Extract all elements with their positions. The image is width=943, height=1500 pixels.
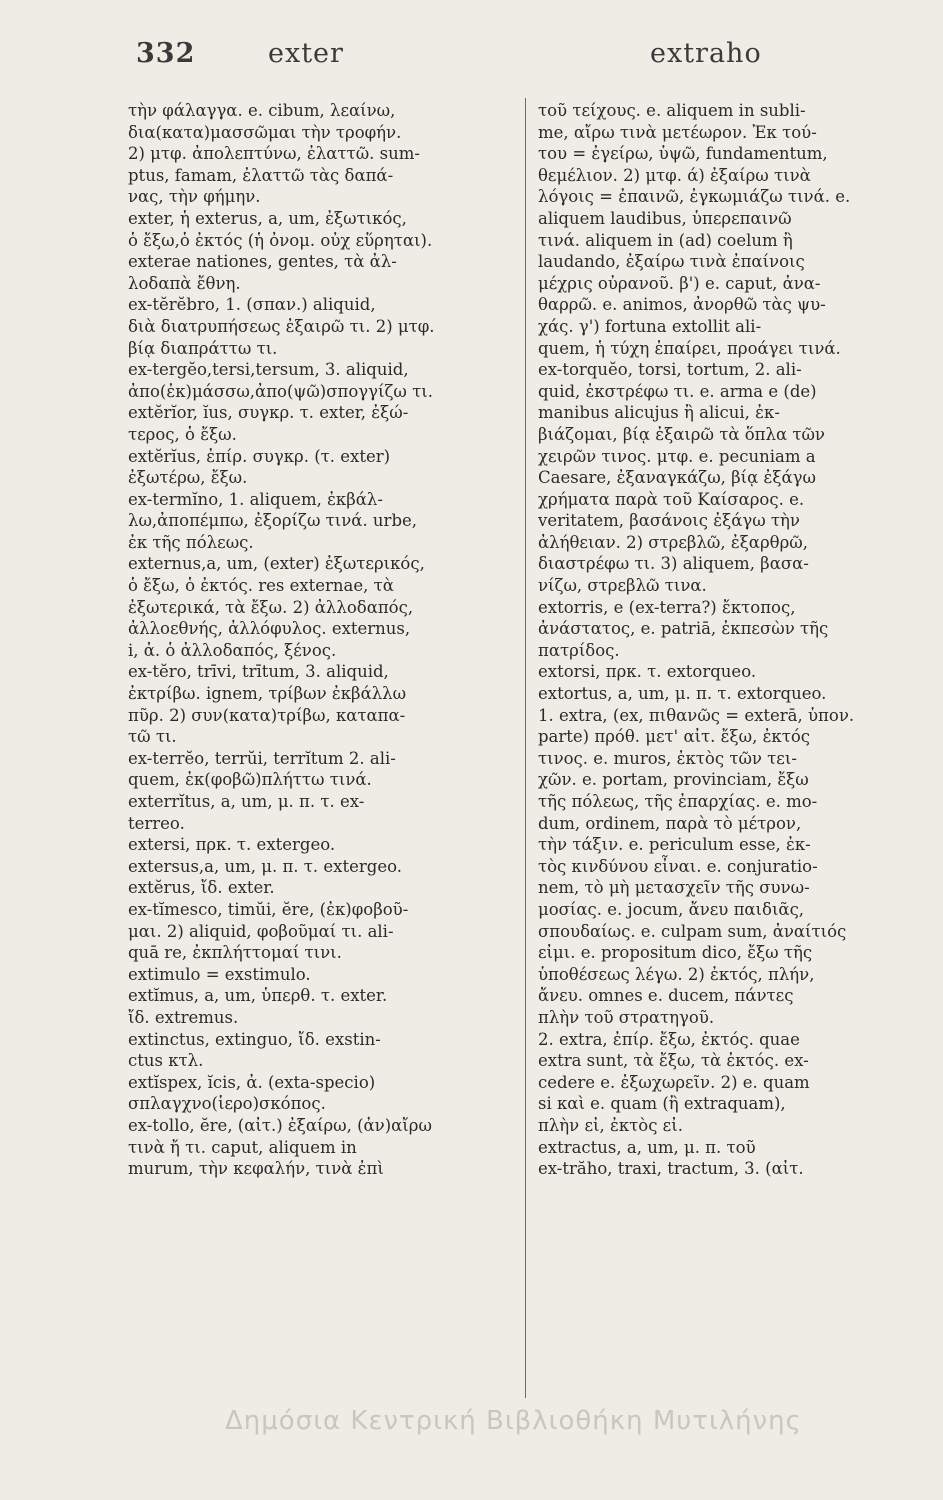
dictionary-line: quem, ἡ τύχη ἐπαίρει, προάγει τινά. — [538, 338, 841, 358]
dictionary-line: πλὴν εἰ, ἐκτὸς εἰ. — [538, 1115, 683, 1135]
dictionary-line: χρήματα παρὰ τοῦ Καίσαρος. e. — [538, 489, 805, 509]
dictionary-line: parte) πρόθ. μετ' αἰτ. ἔξω, ἐκτός — [538, 727, 811, 747]
dictionary-line: τινὰ ἤ τι. caput, aliquem in — [128, 1137, 357, 1157]
column-divider — [525, 98, 526, 1398]
dictionary-line: νίζω, στρεβλῶ τινα. — [538, 576, 707, 596]
dictionary-line: i, ἀ. ὁ ἀλλοδαπός, ξένος. — [128, 640, 337, 660]
dictionary-line: τῶ τι. — [128, 727, 177, 747]
dictionary-line: ὁ ἔξω,ὁ ἐκτός (ἡ ὀνομ. οὐχ εὕρηται). — [128, 230, 433, 250]
dictionary-line: θαρρῶ. e. animos, ἀνορθῶ τὰς ψυ- — [538, 295, 826, 315]
dictionary-line: ἄνευ. omnes e. ducem, πάντες — [538, 986, 794, 1006]
dictionary-line: veritatem, βασάνοις ἐξάγω τὴν — [538, 511, 800, 531]
right-column — [538, 100, 928, 1396]
dictionary-line: extĭmus, a, um, ὑπερθ. τ. exter. — [128, 986, 388, 1006]
dictionary-line: νας, τὴν φήμην. — [128, 187, 261, 207]
dictionary-line: extractus, a, um, μ. π. τοῦ — [538, 1137, 756, 1157]
dictionary-line: ὑποθέσεως λέγω. 2) ἐκτός, πλήν, — [538, 964, 815, 984]
dictionary-line: quid, ἐκστρέφω τι. e. arma e (de) — [538, 381, 817, 401]
guide-word-right: extraho — [650, 38, 762, 69]
dictionary-line: murum, τὴν κεφαλήν, τινὰ ἐπὶ — [128, 1159, 384, 1179]
dictionary-line: ptus, famam, ἐλαττῶ τὰς δαπά- — [128, 165, 394, 185]
dictionary-line: extĕrus, ἴδ. exter. — [128, 878, 275, 898]
dictionary-line: πλὴν τοῦ στρατηγοῦ. — [538, 1007, 715, 1027]
dictionary-line: χειρῶν τινος. μτφ. e. pecuniam a — [538, 446, 816, 466]
dictionary-line: extimulo = exstimulo. — [128, 964, 311, 984]
dictionary-line: πῦρ. 2) συν(κατα)τρίβω, καταπα- — [128, 705, 406, 725]
dictionary-line: ex-trăho, traxi, tractum, 3. (αἰτ. — [538, 1159, 804, 1179]
dictionary-line: extortus, a, um, μ. π. τ. extorqueo. — [538, 684, 827, 704]
dictionary-line: ex-tĕro, trīvi, trītum, 3. aliquid, — [128, 662, 389, 682]
dictionary-line: dum, ordinem, παρὰ τὸ μέτρον, — [538, 813, 802, 833]
dictionary-line: ἀπο(ἐκ)μάσσω,ἀπο(ψῶ)σπογγίζω τι. — [128, 381, 433, 401]
dictionary-line: extorris, e (ex-terra?) ἔκτοπος, — [538, 597, 796, 617]
dictionary-line: ἴδ. extremus. — [128, 1007, 239, 1027]
dictionary-line: exterae nationes, gentes, τὰ ἀλ- — [128, 252, 397, 272]
dictionary-line: τινος. e. muros, ἐκτὸς τῶν τει- — [538, 748, 797, 768]
dictionary-line: extorsi, πρκ. τ. extorqueo. — [538, 662, 757, 682]
dictionary-line: ἐκτρίβω. ignem, τρίβων ἐκβάλλω — [128, 684, 407, 704]
dictionary-line: me, αἴρω τινὰ μετέωρον. Ἐκ τού- — [538, 122, 817, 142]
dictionary-line: externus,a, um, (exter) ἐξωτερικός, — [128, 554, 425, 574]
dictionary-line: τῆς πόλεως, τῆς ἐπαρχίας. e. mo- — [538, 792, 818, 811]
dictionary-line: χάς. γ') fortuna extollit ali- — [538, 316, 762, 336]
dictionary-line: extersus,a, um, μ. π. τ. extergeo. — [128, 856, 402, 876]
dictionary-line: ex-tergĕo,tersi,tersum, 3. aliquid, — [128, 360, 409, 380]
dictionary-line: ἐξωτερικά, τὰ ἔξω. 2) ἀλλοδαπός, — [128, 597, 414, 617]
dictionary-line: ex-tĭmesco, timŭi, ĕre, (ἐκ)φοβοῦ- — [128, 899, 409, 919]
dictionary-line: ctus κτλ. — [128, 1051, 204, 1071]
dictionary-line: σπλαγχνο(ἱερο)σκόπος. — [128, 1094, 326, 1114]
dictionary-line: terreo. — [128, 813, 185, 833]
dictionary-line: μαι. 2) aliquid, φοβοῦμαί τι. ali- — [128, 921, 394, 941]
dictionary-line: aliquem laudibus, ὑπερεπαινῶ — [538, 208, 792, 228]
dictionary-line: laudando, ἐξαίρω τινὰ ἐπαίνοις — [538, 252, 805, 272]
dictionary-line: θεμέλιον. 2) μτφ. ά) ἐξαίρω τινὰ — [538, 165, 811, 185]
dictionary-line: τινά. aliquem in (ad) coelum ἢ — [538, 230, 793, 250]
dictionary-line: μέχρις οὐρανοῦ. β') e. caput, ἀνα- — [538, 273, 821, 293]
dictionary-line: Caesare, ἐξαναγκάζω, βίᾳ ἐξάγω — [538, 468, 816, 488]
dictionary-line: 1. extra, (ex, πιθανῶς = exterā, ὑπον. — [538, 705, 855, 725]
dictionary-line: χῶν. e. portam, provinciam, ἔξω — [538, 770, 809, 790]
dictionary-line: ex-termĭno, 1. aliquem, ἐκβάλ- — [128, 489, 383, 509]
dictionary-line: τὸς κινδύνου εἶναι. e. conjuratio- — [538, 856, 818, 876]
dictionary-line: manibus alicujus ἢ alicui, ἐκ- — [538, 403, 780, 423]
dictionary-line: βιάζομαι, βίᾳ ἐξαιρῶ τὰ ὅπλα τῶν — [538, 424, 825, 444]
dictionary-line: σπουδαίως. e. culpam sum, ἀναίτιός — [538, 921, 847, 941]
dictionary-line: extĕrĭor, ĭus, συγκρ. τ. exter, ἐξώ- — [128, 403, 409, 423]
dictionary-line: λόγοις = ἐπαινῶ, ἐγκωμιάζω τινά. e. — [538, 187, 851, 207]
running-header — [120, 38, 823, 90]
dictionary-line: 2. extra, ἐπίρ. ἔξω, ἐκτός. quae — [538, 1029, 800, 1049]
dictionary-line: cedere e. ἐξωχωρεῖν. 2) e. quam — [538, 1072, 810, 1092]
dictionary-line: βίᾳ διαπράττω τι. — [128, 338, 278, 358]
dictionary-line: εἰμι. e. propositum dico, ἔξω τῆς — [538, 943, 813, 963]
dictionary-line: exter, ἡ exterus, a, um, ἐξωτικός, — [128, 208, 407, 228]
dictionary-line: τοῦ τείχους. e. aliquem in subli- — [538, 101, 806, 120]
dictionary-line: ἀλλοεθνής, ἀλλόφυλος. externus, — [128, 619, 411, 639]
dictionary-line: ἐκ τῆς πόλεως. — [128, 532, 254, 552]
library-watermark: Δημόσια Κεντρική Βιβλιοθήκη Μυτιλήνης — [225, 1406, 802, 1436]
dictionary-line: nem, τὸ μὴ μετασχεῖν τῆς συνω- — [538, 878, 810, 898]
dictionary-line: του = ἐγείρω, ὑψῶ, fundamentum, — [538, 144, 828, 164]
left-column — [128, 100, 518, 1396]
dictionary-line: δια(κατα)μασσῶμαι τὴν τροφήν. — [128, 122, 402, 142]
dictionary-line: ex-tollo, ĕre, (αἰτ.) ἐξαίρω, (ἀν)αἴρω — [128, 1115, 432, 1135]
dictionary-line: quem, ἐκ(φοβῶ)πλήττω τινά. — [128, 770, 372, 790]
dictionary-line: ὁ ἔξω, ὁ ἐκτός. res externae, τὰ — [128, 576, 394, 596]
dictionary-line: exterrĭtus, a, um, μ. π. τ. ex- — [128, 792, 365, 811]
dictionary-line: λω,ἀποπέμπω, ἐξορίζω τινά. urbe, — [128, 511, 418, 531]
dictionary-line: extra sunt, τὰ ἔξω, τὰ ἐκτός. ex- — [538, 1051, 809, 1071]
dictionary-line: πατρίδος. — [538, 640, 620, 660]
dictionary-line: extersi, πρκ. τ. extergeo. — [128, 835, 336, 855]
dictionary-line: διαστρέφω τι. 3) aliquem, βασα- — [538, 554, 809, 574]
dictionary-line: λοδαπὰ ἔθνη. — [128, 273, 241, 293]
dictionary-line: τερος, ὁ ἔξω. — [128, 424, 237, 444]
page-number: 332 — [136, 38, 196, 69]
dictionary-line: ex-tĕrĕbro, 1. (σπαν.) aliquid, — [128, 295, 376, 315]
dictionary-line: ex-terrĕo, terrŭi, terrĭtum 2. ali- — [128, 748, 396, 768]
dictionary-line: quā re, ἐκπλήττομαί τινι. — [128, 943, 342, 963]
dictionary-line: διὰ διατρυπήσεως ἐξαιρῶ τι. 2) μτφ. — [128, 316, 435, 336]
dictionary-line: ἀνάστατος, e. patriā, ἐκπεσὼν τῆς — [538, 619, 829, 639]
dictionary-line: τὴν τάξιν. e. periculum esse, ἐκ- — [538, 835, 811, 855]
dictionary-line: μοσίας. e. jocum, ἄνευ παιδιᾶς, — [538, 899, 805, 919]
dictionary-line: ex-torquĕo, torsi, tortum, 2. ali- — [538, 360, 802, 380]
dictionary-line: 2) μτφ. ἀπολεπτύνω, ἐλαττῶ. sum- — [128, 144, 420, 164]
guide-word-left: exter — [268, 38, 344, 69]
dictionary-line: ἐξωτέρω, ἔξω. — [128, 468, 248, 488]
dictionary-line: extinctus, extinguo, ἴδ. exstin- — [128, 1029, 381, 1049]
dictionary-line: extĭspex, ĭcis, ἀ. (exta-specio) — [128, 1072, 376, 1092]
dictionary-line: τὴν φάλαγγα. e. cibum, λεαίνω, — [128, 101, 396, 120]
dictionary-line: extĕrĭus, ἐπίρ. συγκρ. (τ. exter) — [128, 446, 391, 466]
dictionary-line: ἀλήθειαν. 2) στρεβλῶ, ἐξαρθρῶ, — [538, 532, 808, 552]
dictionary-line: si καὶ e. quam (ἢ extraquam), — [538, 1094, 786, 1114]
